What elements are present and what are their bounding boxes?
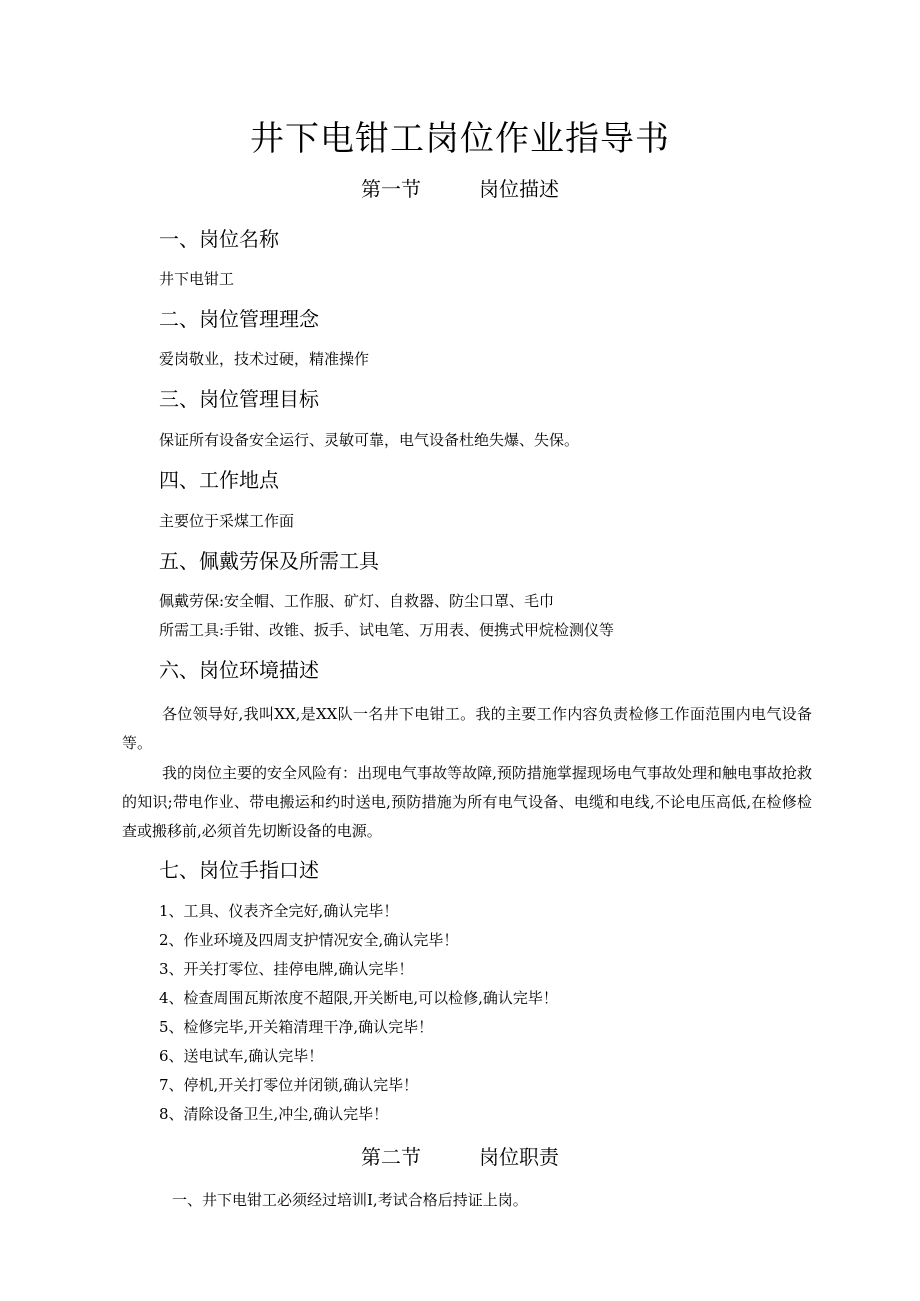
section-2-name: 岗位职责 [479, 1145, 559, 1169]
text-duty-1: 一、井下电钳工必须经过培训I,考试合格后持证上岗。 [172, 1191, 528, 1209]
list-item: 8、清除设备卫生,冲尘,确认完毕！ [159, 1105, 389, 1123]
list-item: 2、作业环境及四周支护情况安全,确认完毕！ [159, 931, 459, 949]
text-work-location: 主要位于采煤工作面 [159, 512, 295, 530]
list-item: 1、工具、仪表齐全完好,确认完毕！ [159, 902, 399, 920]
text-management-goal: 保证所有设备安全运行、灵敏可靠，电气设备杜绝失爆、失保。 [159, 431, 580, 449]
heading-management-goal: 三、岗位管理目标 [159, 387, 319, 411]
text-required-tools: 所需工具:手钳、改锥、扳手、试电笔、万用表、便携式甲烷检测仪等 [159, 621, 615, 639]
heading-finger-pointing-oral: 七、岗位手指口述 [159, 858, 319, 882]
text-management-concept: 爱岗敬业，技术过硬，精准操作 [159, 350, 370, 368]
list-item: 3、开关打零位、挂停电牌,确认完毕！ [159, 960, 414, 978]
list-item: 5、检修完毕,开关箱清理干净,确认完毕！ [159, 1018, 434, 1036]
text-protective-gear: 佩戴劳保:安全帽、工作服、矿灯、自救器、防尘口罩、毛巾 [159, 592, 555, 610]
heading-work-location: 四、工作地点 [159, 468, 279, 492]
section-1-name: 岗位描述 [479, 177, 559, 201]
paragraph-safety-risks: 我的岗位主要的安全风险有：出现电气事故等故障,预防措施掌握现场电气事故处理和触电事故抢救的知识;带电作业、带电搬运和约时送电,预防措施为所有电气设备、电缆和电线,不论电压高低,在检修检查或搬移前,必须首先切断设备的电源。 [122, 764, 812, 840]
heading-management-concept: 二、岗位管理理念 [159, 307, 319, 331]
heading-protective-gear-tools: 五、佩戴劳保及所需工具 [159, 549, 379, 573]
text-job-name: 井下电钳工 [159, 270, 235, 288]
heading-environment-description: 六、岗位环境描述 [159, 658, 319, 682]
section-2-heading [0, 1143, 920, 1171]
heading-job-name: 一、岗位名称 [159, 227, 279, 251]
section-1-number: 第一节 [361, 177, 421, 201]
section-2-number: 第二节 [361, 1145, 421, 1169]
paragraph-self-introduction: 各位领导好,我叫XX,是XX队一名井下电钳工。我的主要工作内容负责检修工作面范围内电气设备等。 [122, 705, 812, 752]
document-title: 井下电钳工岗位作业指导书 [250, 119, 670, 159]
list-item: 7、停机,开关打零位并闭锁,确认完毕！ [159, 1076, 419, 1094]
list-item: 6、送电试车,确认完毕！ [159, 1047, 324, 1065]
section-1-heading [0, 175, 920, 203]
list-item: 4、检查周围瓦斯浓度不超限,开关断电,可以检修,确认完毕！ [159, 989, 558, 1007]
